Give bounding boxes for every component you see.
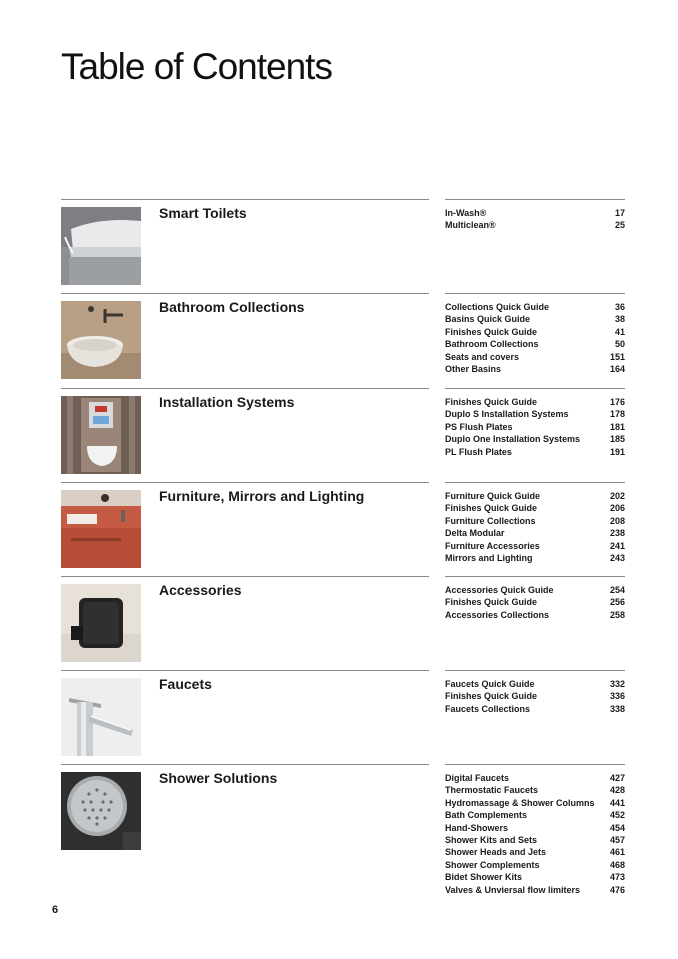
toc-entry[interactable]: [445, 527, 625, 539]
toc-entry[interactable]: [445, 540, 625, 552]
toc-entry[interactable]: [445, 219, 625, 231]
entry-list: [445, 678, 625, 715]
entry-page: 258: [609, 609, 625, 620]
toc-entry[interactable]: [445, 859, 625, 871]
entry-page: 178: [609, 409, 625, 420]
entry-page: 151: [609, 351, 625, 362]
section-title: Faucets: [159, 676, 212, 692]
section-title: Furniture, Mirrors and Lighting: [159, 488, 365, 504]
entry-page: 256: [609, 597, 625, 608]
shower-head-photo: [61, 772, 141, 850]
section-divider: [61, 764, 429, 765]
entry-label: Finishes Quick Guide: [445, 503, 538, 514]
toc-entry[interactable]: [445, 596, 625, 608]
entry-list: [445, 584, 625, 621]
entry-label: Other Basins: [445, 363, 502, 374]
toc-entry[interactable]: [445, 301, 625, 313]
entry-label: Hand-Showers: [445, 822, 509, 833]
entry-label: Collections Quick Guide: [445, 302, 550, 312]
section-divider: [445, 293, 625, 294]
entry-label: Faucets Quick Guide: [445, 679, 535, 689]
vessel-basin-photo: [61, 301, 141, 379]
entry-list: [445, 490, 625, 564]
entry-page: 206: [609, 503, 625, 514]
entry-label: Seats and covers: [445, 351, 520, 362]
entry-label: Accessories Collections: [445, 609, 550, 620]
toc-entry[interactable]: [445, 772, 625, 784]
entry-label: Mirrors and Lighting: [445, 552, 533, 563]
toc-section-shower-solutions: [61, 764, 625, 895]
entry-page: 38: [614, 314, 625, 325]
toc-entry[interactable]: [445, 609, 625, 621]
paper-holder-photo: [61, 584, 141, 662]
entry-page: 476: [609, 884, 625, 895]
section-title: Smart Toilets: [159, 205, 247, 221]
section-divider: [445, 670, 625, 671]
entry-label: Bathroom Collections: [445, 339, 539, 350]
entry-label: Furniture Quick Guide: [445, 491, 541, 501]
entry-label: Finishes Quick Guide: [445, 691, 538, 702]
entry-list: [445, 207, 625, 232]
toc-entry[interactable]: [445, 207, 625, 219]
entry-label: Duplo One Installation Systems: [445, 434, 581, 445]
entry-page: 41: [614, 326, 625, 337]
entry-label: Finishes Quick Guide: [445, 397, 538, 407]
entry-page: 454: [609, 822, 625, 833]
toc-entry[interactable]: [445, 502, 625, 514]
entry-list: [445, 772, 625, 896]
entry-page: 36: [614, 302, 625, 312]
entry-page: 338: [609, 703, 625, 714]
toc-entry[interactable]: [445, 784, 625, 796]
entry-label: Digital Faucets: [445, 773, 510, 783]
entry-label: Bidet Shower Kits: [445, 872, 523, 883]
entry-label: Accessories Quick Guide: [445, 585, 554, 595]
section-title: Shower Solutions: [159, 770, 278, 786]
entry-page: 176: [609, 397, 625, 407]
entry-page: 185: [609, 434, 625, 445]
section-divider: [445, 576, 625, 577]
toc-entry[interactable]: [445, 338, 625, 350]
entry-page: 208: [609, 515, 625, 526]
entry-page: 164: [609, 363, 625, 374]
entry-label: Finishes Quick Guide: [445, 597, 538, 608]
toc-entry[interactable]: [445, 703, 625, 715]
page-title: Table of Contents: [61, 46, 332, 87]
entry-label: Finishes Quick Guide: [445, 326, 538, 337]
toc-section-faucets: [61, 670, 625, 764]
entry-label: PL Flush Plates: [445, 446, 512, 457]
entry-list: [445, 396, 625, 458]
smart-toilet-photo: [61, 207, 141, 285]
section-divider: [61, 670, 429, 671]
entry-page: 191: [609, 446, 625, 457]
entry-label: Valves & Unviersal flow limiters: [445, 884, 581, 895]
toc-entry[interactable]: [445, 822, 625, 834]
entry-list: [445, 301, 625, 375]
entry-page: 332: [609, 679, 625, 689]
entry-page: 428: [609, 785, 625, 796]
section-title: Accessories: [159, 582, 242, 598]
entry-page: 441: [609, 797, 625, 808]
section-divider: [445, 199, 625, 200]
entry-label: Furniture Collections: [445, 515, 536, 526]
entry-page: 254: [609, 585, 625, 595]
toc-entry[interactable]: [445, 797, 625, 809]
toc-entry[interactable]: [445, 834, 625, 846]
vanity-unit-photo: [61, 490, 141, 568]
toc-entry[interactable]: [445, 313, 625, 325]
toc-entry[interactable]: [445, 809, 625, 821]
entry-page: 241: [609, 540, 625, 551]
toc-entry[interactable]: [445, 351, 625, 363]
entry-page: 427: [609, 773, 625, 783]
entry-page: 452: [609, 810, 625, 821]
entry-label: Basins Quick Guide: [445, 314, 531, 325]
entry-page: 17: [614, 208, 625, 218]
entry-label: Shower Kits and Sets: [445, 834, 538, 845]
entry-label: PS Flush Plates: [445, 421, 513, 432]
section-title: Bathroom Collections: [159, 299, 305, 315]
toc-entry[interactable]: [445, 871, 625, 883]
entry-label: Shower Complements: [445, 859, 540, 870]
toc-entry[interactable]: [445, 433, 625, 445]
toc-entry[interactable]: [445, 690, 625, 702]
entry-page: 457: [609, 834, 625, 845]
section-divider: [61, 482, 429, 483]
entry-label: Duplo S Installation Systems: [445, 409, 569, 420]
entry-page: 243: [609, 552, 625, 563]
entry-page: 473: [609, 872, 625, 883]
toc-entry[interactable]: [445, 884, 625, 896]
entry-page: 238: [609, 528, 625, 539]
entry-label: In-Wash®: [445, 208, 487, 218]
toc-section-bathroom-collections: [61, 293, 625, 387]
toc-entry[interactable]: [445, 408, 625, 420]
toc-section-smart-toilets: [61, 199, 625, 293]
entry-label: Hydromassage & Shower Columns: [445, 797, 595, 808]
section-title: Installation Systems: [159, 394, 295, 410]
entry-page: 25: [614, 220, 625, 231]
toc-entry[interactable]: [445, 326, 625, 338]
entry-page: 336: [609, 691, 625, 702]
toc-entry[interactable]: [445, 846, 625, 858]
section-divider: [445, 388, 625, 389]
section-divider: [445, 482, 625, 483]
entry-label: Furniture Accessories: [445, 540, 540, 551]
section-divider: [61, 293, 429, 294]
toc-entry[interactable]: [445, 396, 625, 408]
toc-entry[interactable]: [445, 515, 625, 527]
toc-entry[interactable]: [445, 584, 625, 596]
page-number: 6: [52, 904, 59, 916]
entry-page: 181: [609, 421, 625, 432]
toc-section-accessories: [61, 576, 625, 670]
basin-faucet-photo: [61, 678, 141, 756]
entry-label: Bath Complements: [445, 810, 528, 821]
in-wall-frame-photo: [61, 396, 141, 474]
entry-label: Faucets Collections: [445, 703, 531, 714]
section-divider: [61, 576, 429, 577]
toc-entry[interactable]: [445, 421, 625, 433]
toc-entry[interactable]: [445, 678, 625, 690]
section-divider: [61, 199, 429, 200]
section-divider: [445, 764, 625, 765]
toc-entry[interactable]: [445, 446, 625, 458]
entry-page: 468: [609, 859, 625, 870]
entry-page: 50: [614, 339, 625, 350]
entry-label: Multiclean®: [445, 220, 496, 231]
entry-label: Shower Heads and Jets: [445, 847, 547, 858]
entry-page: 461: [609, 847, 625, 858]
toc-section-furniture: [61, 482, 625, 576]
section-divider: [61, 388, 429, 389]
toc-section-installation-systems: [61, 388, 625, 482]
toc-entry[interactable]: [445, 363, 625, 375]
entry-label: Delta Modular: [445, 528, 505, 539]
entry-label: Thermostatic Faucets: [445, 785, 539, 796]
entry-page: 202: [609, 491, 625, 501]
toc-entry[interactable]: [445, 490, 625, 502]
toc-entry[interactable]: [445, 552, 625, 564]
